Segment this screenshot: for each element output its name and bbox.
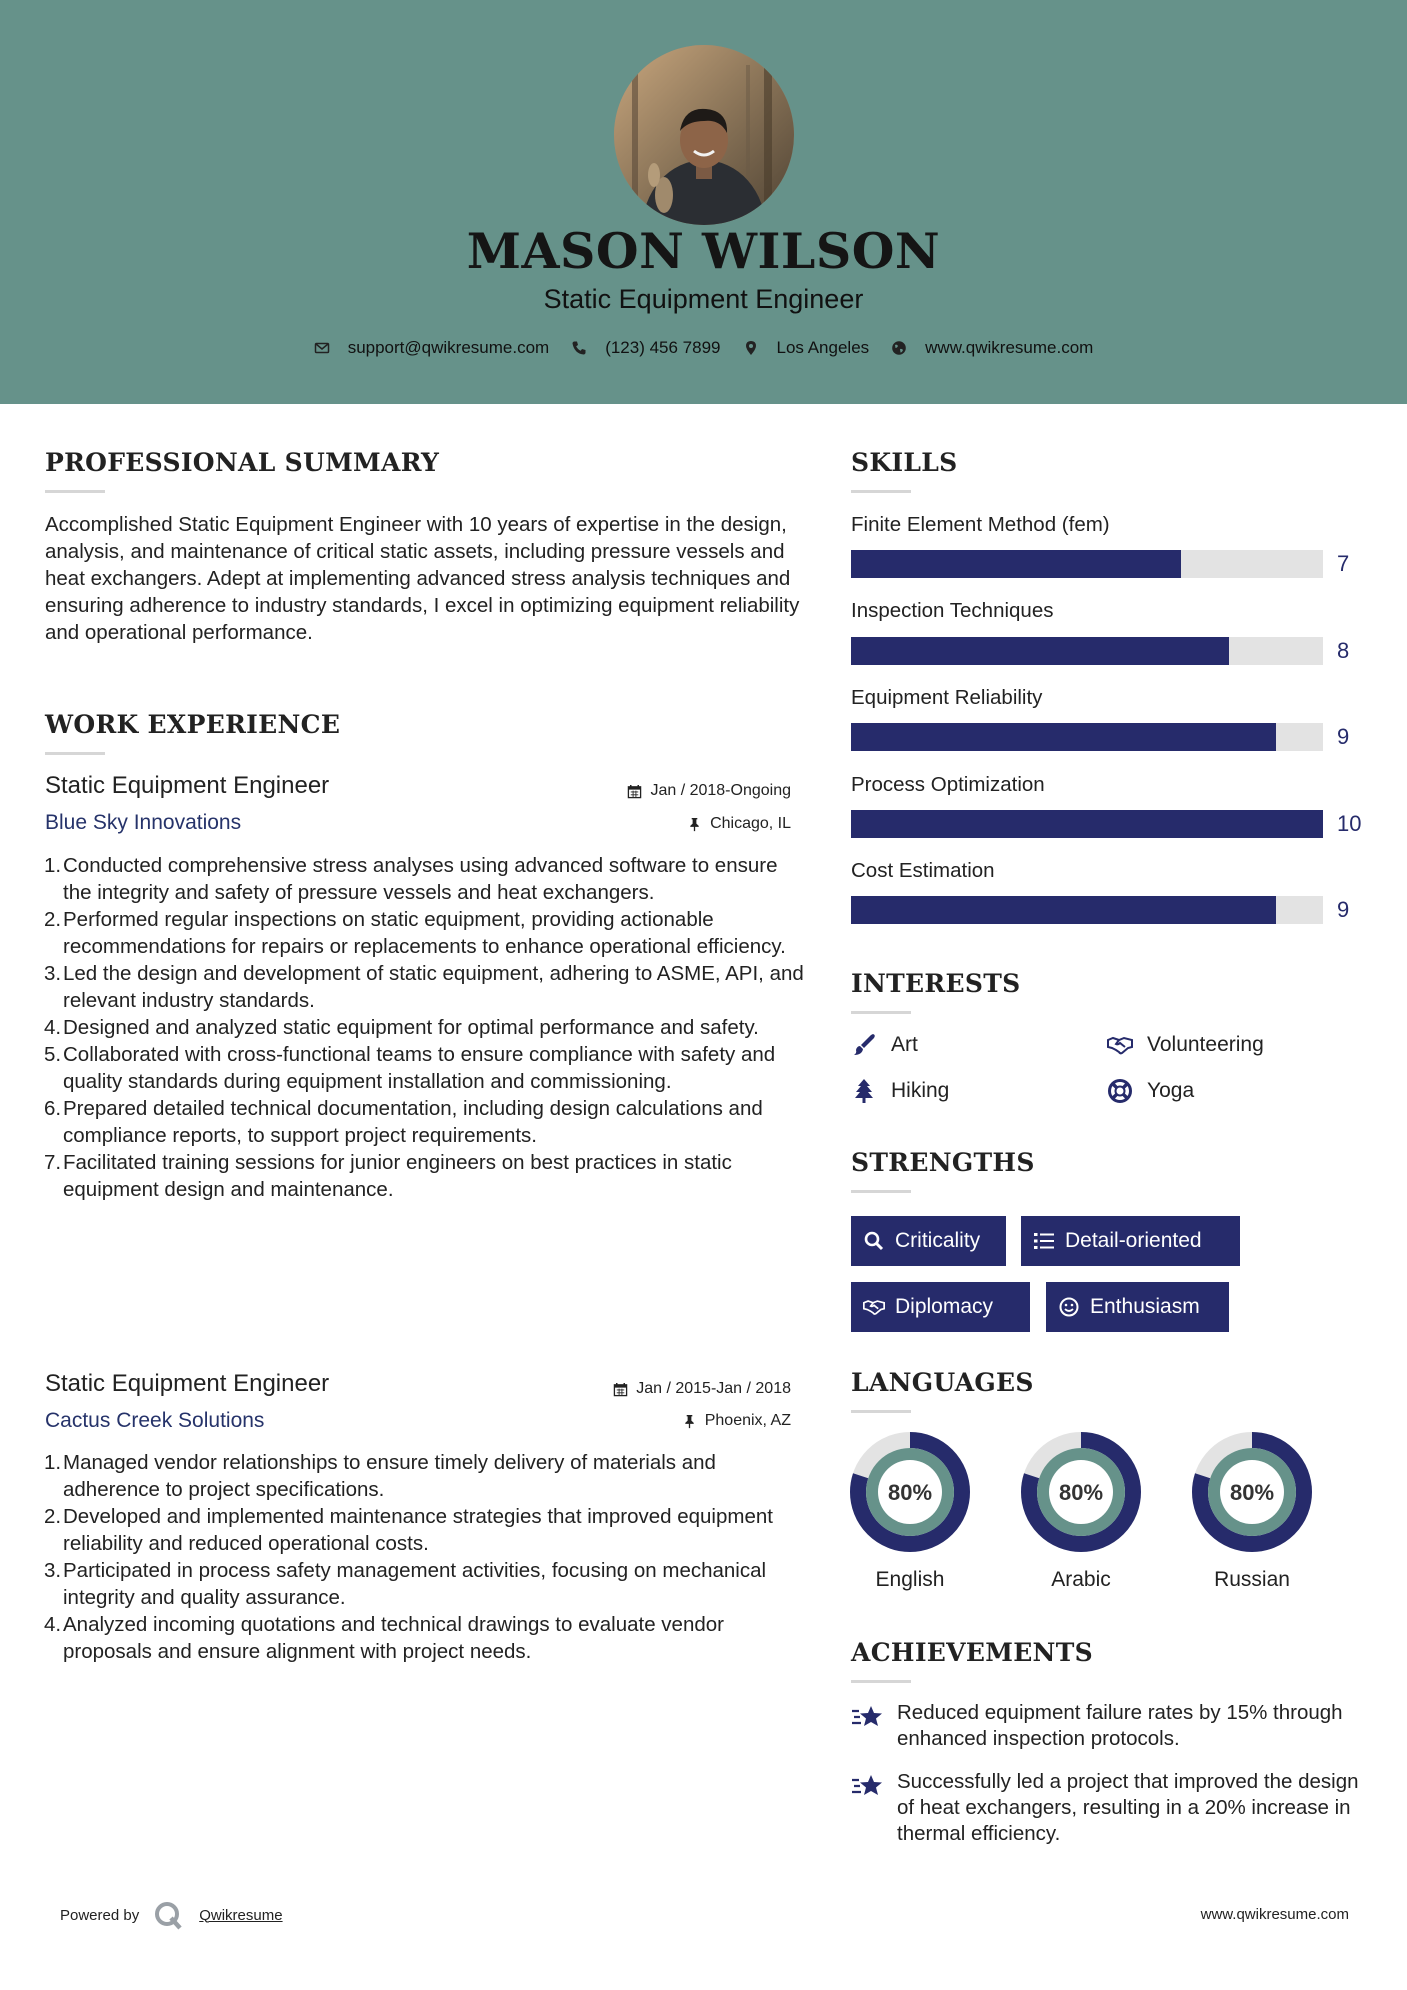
job-responsibilities	[45, 1449, 805, 1665]
skill-value: 9	[1337, 724, 1350, 749]
list-item: 4. Designed and analyzed static equipment for optimal performance and safety.	[44, 1016, 759, 1039]
languages-heading-rule	[851, 1410, 911, 1413]
list-item: 1. Managed vendor relationships to ensure timely delivery of materials and adherence to project specifications.	[44, 1451, 716, 1501]
job-dates-text: Jan / 2018-Ongoing	[650, 782, 791, 799]
list-item-text: Managed vendor relationships to ensure timely delivery of materials and adherence to project specifications.	[63, 1451, 716, 1501]
list-item-text: Conducted comprehensive stress analyses using advanced software to ensure the integrity and safety of pressure vessels and heat exchangers.	[63, 854, 778, 904]
list-item-text: Facilitated training sessions for junior engineers on best practices in static equipment design and maintenance.	[63, 1151, 732, 1201]
shooting-star-icon	[851, 1771, 885, 1801]
list-item-text: Developed and implemented maintenance strategies that improved equipment reliability and reduced operational costs.	[63, 1505, 773, 1555]
pushpin-icon	[687, 817, 702, 832]
language-percent: 80%	[1229, 1480, 1275, 1505]
shooting-star-icon	[851, 1702, 885, 1732]
skill-value: 7	[1337, 551, 1350, 576]
interest-item	[1107, 1032, 1264, 1058]
handshake-icon	[1107, 1032, 1133, 1058]
strength-label: Detail-oriented	[1065, 1229, 1202, 1252]
language-item	[1190, 1430, 1314, 1592]
strength-label: Diplomacy	[895, 1295, 994, 1318]
language-percent: 80%	[1058, 1480, 1104, 1505]
job-role: Static Equipment Engineer	[45, 772, 330, 799]
tree-icon	[851, 1078, 877, 1104]
list-item: 2. Developed and implemented maintenance strategies that improved equipment reliability and reduced operational costs.	[44, 1505, 773, 1555]
language-item	[1019, 1430, 1143, 1592]
skill-value: 9	[1337, 897, 1350, 922]
list-item-text: Analyzed incoming quotations and technical drawings to evaluate vendor proposals and ensure alignment with project needs.	[63, 1613, 724, 1663]
interests-heading: INTERESTS	[851, 969, 1021, 998]
list-item-text: Participated in process safety management activities, focusing on mechanical integrity and quality assurance.	[63, 1559, 767, 1609]
job-dates	[627, 782, 791, 800]
skill-bar-fill	[851, 637, 1229, 665]
skill-value: 10	[1337, 811, 1362, 836]
job-company: Cactus Creek Solutions	[45, 1409, 265, 1432]
smile-icon	[1058, 1296, 1080, 1318]
contact-bar	[0, 338, 1407, 358]
lifering-icon	[1107, 1078, 1133, 1104]
summary-heading: PROFESSIONAL SUMMARY	[45, 448, 440, 477]
skill-label: Inspection Techniques	[851, 599, 1054, 622]
experience-heading: WORK EXPERIENCE	[45, 710, 341, 739]
job-dates	[613, 1380, 791, 1398]
list-item: 1. Conducted comprehensive stress analyses using advanced software to ensure the integrity and safety of pressure vessels and heat exchangers.	[44, 854, 778, 904]
skills-heading: SKILLS	[851, 448, 958, 477]
list-item: 2. Performed regular inspections on static equipment, providing actionable recommendations for repairs or replacements to enhance operational efficiency.	[44, 908, 786, 958]
handshake-icon	[863, 1296, 885, 1318]
strength-badge	[851, 1216, 1006, 1266]
list-item-text: Performed regular inspections on static equipment, providing actionable recommendations for repairs or replacements to enhance operational efficiency.	[63, 908, 786, 958]
strength-label: Enthusiasm	[1090, 1295, 1200, 1318]
languages-heading: LANGUAGES	[851, 1368, 1034, 1397]
achievement-text: Successfully led a project that improved the design of heat exchangers, resulting in a 20% increase in thermal efficiency.	[897, 1770, 1359, 1845]
contact-location	[743, 338, 870, 358]
skill-label: Equipment Reliability	[851, 686, 1043, 709]
list-item: 7. Facilitated training sessions for junior engineers on best practices in static equipment design and maintenance.	[44, 1151, 732, 1201]
achievements-heading-rule	[851, 1680, 911, 1683]
header-band	[0, 0, 1407, 404]
list-item-text: Led the design and development of static equipment, adhering to ASME, API, and relevant industry standards.	[63, 962, 804, 1012]
skill-bar-fill	[851, 810, 1323, 838]
paintbrush-icon	[851, 1032, 877, 1058]
strength-badge	[1046, 1282, 1229, 1332]
job-location-text: Phoenix, AZ	[704, 1412, 791, 1429]
skill-label: Finite Element Method (fem)	[851, 513, 1110, 536]
skill-bar	[851, 637, 1323, 665]
skill-bar-fill	[851, 550, 1181, 578]
qwikresume-link[interactable]: Qwikresume	[199, 1906, 283, 1924]
skill-bar	[851, 723, 1323, 751]
powered-by-label: Powered by	[60, 1906, 140, 1924]
job-location	[687, 815, 791, 833]
skill-bar	[851, 550, 1323, 578]
language-name: Russian	[1214, 1568, 1290, 1591]
skill-value: 8	[1337, 638, 1350, 663]
skill-label: Process Optimization	[851, 773, 1045, 796]
language-percent: 80%	[887, 1480, 933, 1505]
language-ring	[1190, 1430, 1314, 1554]
strength-badge	[1021, 1216, 1240, 1266]
contact-email[interactable]	[314, 338, 550, 358]
job-dates-text: Jan / 2015-Jan / 2018	[636, 1380, 791, 1397]
contact-location-text: Los Angeles	[776, 338, 870, 357]
list-item: 3. Participated in process safety management activities, focusing on mechanical integrity and quality assurance.	[44, 1559, 767, 1609]
summary-text: Accomplished Static Equipment Engineer with 10 years of expertise in the design, analysis, and maintenance of critical static assets, including pressure vessels and heat exchangers. Adept at implementing advanced stress analysis techniques and ensuring adherence to industry standards, I excel in optimizing equipment reliability and operational performance.	[45, 513, 800, 644]
skill-bar-fill	[851, 723, 1276, 751]
list-item: 5. Collaborated with cross-functional teams to ensure compliance with safety and quality standards during equipment installation and commissioning.	[44, 1043, 776, 1093]
interest-label: Volunteering	[1147, 1033, 1264, 1056]
list-item: 3. Led the design and development of static equipment, adhering to ASME, API, and relevant industry standards.	[44, 962, 804, 1012]
achievement-item	[851, 1769, 1371, 1847]
contact-website-text: www.qwikresume.com	[925, 338, 1094, 357]
list-item-text: Collaborated with cross-functional teams to ensure compliance with safety and quality standards during equipment installation and commissioning.	[63, 1043, 776, 1093]
strength-label: Criticality	[895, 1229, 981, 1252]
job-responsibilities	[45, 852, 805, 1203]
calendar-icon	[627, 784, 642, 799]
phone-icon	[571, 340, 587, 356]
interest-item	[1107, 1078, 1194, 1104]
list-item: 6. Prepared detailed technical documentation, including design calculations and compliance reports, to support project requirements.	[44, 1097, 763, 1147]
skill-label: Cost Estimation	[851, 859, 995, 882]
envelope-icon	[314, 340, 330, 356]
skill-bar	[851, 896, 1323, 924]
interest-label: Hiking	[891, 1079, 950, 1102]
summary-heading-rule	[45, 490, 105, 493]
experience-heading-rule	[45, 752, 105, 755]
strengths-heading: STRENGTHS	[851, 1148, 1035, 1177]
calendar-icon	[613, 1382, 628, 1397]
strengths-heading-rule	[851, 1190, 911, 1193]
list-item: 4. Analyzed incoming quotations and technical drawings to evaluate vendor proposals and ensure alignment with project needs.	[44, 1613, 724, 1663]
achievement-item	[851, 1700, 1371, 1752]
language-ring	[1019, 1430, 1143, 1554]
interest-item	[851, 1078, 949, 1104]
list-item-text: Prepared detailed technical documentation, including design calculations and compliance reports, to support project requirements.	[63, 1097, 763, 1147]
contact-phone-text: (123) 456 7899	[605, 338, 721, 357]
qwikresume-logo-icon	[153, 1900, 183, 1930]
contact-phone[interactable]	[571, 338, 720, 358]
pushpin-icon	[682, 1414, 697, 1429]
footer-powered-by	[60, 1900, 283, 1930]
interest-label: Yoga	[1147, 1079, 1195, 1102]
contact-email-text: support@qwikresume.com	[347, 338, 550, 357]
list-icon	[1033, 1230, 1055, 1252]
search-icon	[863, 1230, 885, 1252]
job-role: Static Equipment Engineer	[45, 1370, 330, 1397]
candidate-name: MASON WILSON	[466, 222, 941, 280]
language-ring	[848, 1430, 972, 1554]
achievements-heading: ACHIEVEMENTS	[851, 1638, 1093, 1667]
achievement-text: Reduced equipment failure rates by 15% through enhanced inspection protocols.	[897, 1701, 1343, 1750]
map-pin-icon	[743, 340, 759, 356]
language-item	[848, 1430, 972, 1592]
job-location	[682, 1412, 791, 1430]
interests-heading-rule	[851, 1011, 911, 1014]
language-name: Arabic	[1051, 1568, 1111, 1591]
skills-heading-rule	[851, 490, 911, 493]
footer-website[interactable]: www.qwikresume.com	[1200, 1906, 1349, 1923]
job-location-text: Chicago, IL	[710, 815, 791, 832]
globe-icon	[891, 340, 907, 356]
language-name: English	[875, 1568, 945, 1591]
candidate-title: Static Equipment Engineer	[543, 284, 864, 314]
list-item-text: Designed and analyzed static equipment for optimal performance and safety.	[63, 1016, 759, 1039]
strength-badge	[851, 1282, 1030, 1332]
skill-bar	[851, 810, 1323, 838]
job-company: Blue Sky Innovations	[45, 811, 242, 834]
contact-website[interactable]	[891, 338, 1093, 358]
profile-photo	[614, 45, 794, 225]
interest-item	[851, 1032, 918, 1058]
skill-bar-fill	[851, 896, 1276, 924]
interest-label: Art	[891, 1033, 918, 1056]
